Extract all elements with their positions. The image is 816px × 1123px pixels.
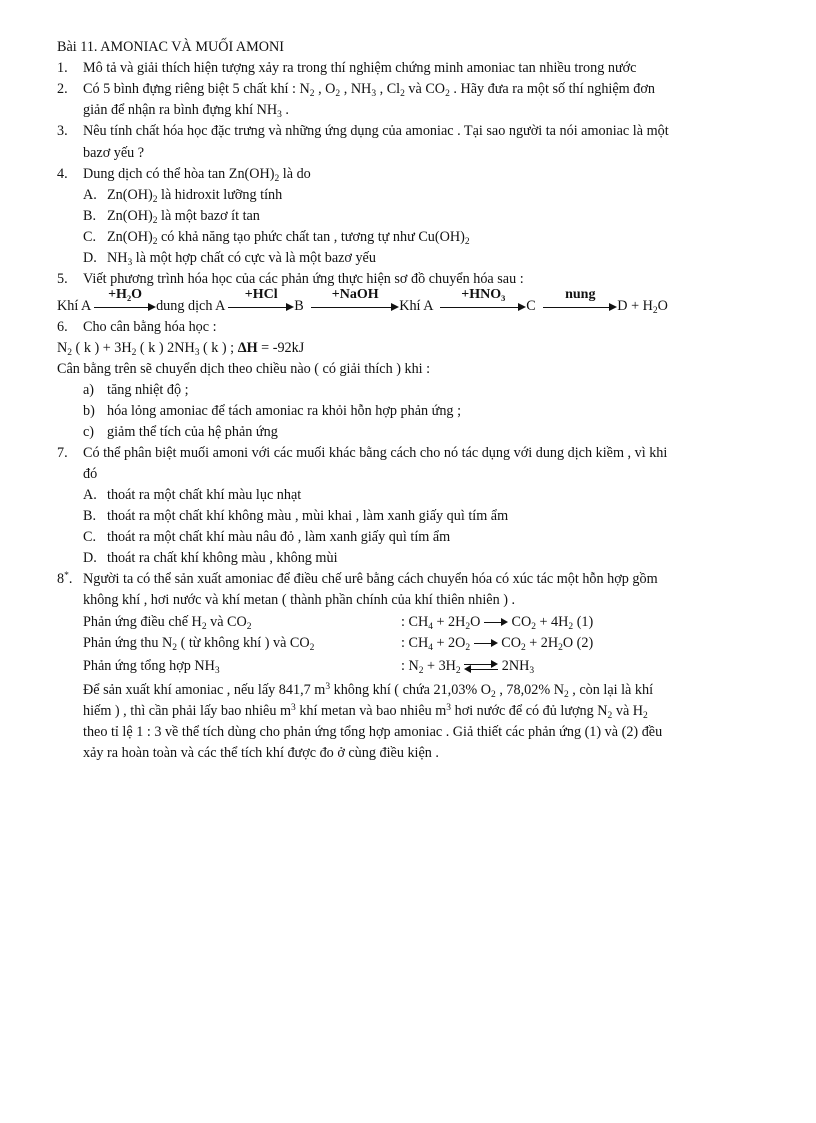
reaction-arrow: +HCl — [228, 301, 294, 313]
scheme-species: dung dịch A — [156, 298, 225, 314]
scheme-species: Khí A — [57, 298, 91, 314]
answer-option: A. thoát ra một chất khí màu lục nhạt — [83, 487, 302, 503]
scheme-species: Khí A — [399, 298, 433, 314]
problem-paragraph: Để sản xuất khí amoniac , nếu lấy 841,7 $m^3$ không khí ( chứa 21,03% $O_2$ , 78,02% $N_2$ , còn lại là khí — [83, 682, 654, 700]
question-number: 8*. — [57, 571, 73, 587]
question-text: Có thể phân biệt muối amoni với các muối khác bằng cách cho nó tác dụng với dung dịch kiềm , vì khi — [83, 445, 668, 461]
reaction-label: Phản ứng điều chế $H_2$ và $CO_2$ — [83, 614, 252, 632]
scheme-species: C — [526, 298, 536, 314]
question-number: 1. — [57, 60, 68, 76]
reaction-row-3 — [83, 656, 783, 676]
scheme-species: B — [294, 298, 304, 314]
question-text: Có 5 bình đựng riêng biệt 5 chất khí : $N_2$ , $O_2$ , $NH_3$ , $Cl_2$ và $CO_2$ . Hãy đưa ra một số thí nghiệm đơn — [83, 81, 655, 99]
equilibrium-arrow-icon — [464, 661, 498, 673]
equilibrium-equation: $N_2$ ( k ) + $3H_2$ ( k ) $2NH_3$ ( k ) ; ΔH = -92kJ — [57, 340, 305, 358]
answer-option: B. $Zn(OH)_2$ là một bazơ ít tan — [83, 208, 260, 226]
reaction-arrow: +NaOH — [311, 301, 399, 313]
question-text: Viết phương trình hóa học của các phản ứng thực hiện sơ đồ chuyển hóa sau : — [83, 271, 524, 287]
answer-option: C. $Zn(OH)_2$ có khả năng tạo phức chất tan , tương tự như $Cu(OH)_2$ — [83, 229, 470, 247]
question-text-continued: đó — [83, 466, 98, 482]
problem-paragraph: hiếm ) , thì cần phải lấy bao nhiêu $m^3$ khí metan và bao nhiêu $m^3$ hơi nước để có đủ lượng $N_2$ và $H_2$ — [83, 703, 648, 721]
reaction-label: Phản ứng tổng hợp $NH_3$ — [83, 658, 220, 676]
answer-option: D. $NH_3$ là một hợp chất có cực và là một bazơ yếu — [83, 250, 376, 268]
reaction-equation: : $CH_4 + 2O_2$ $CO_2 + 2H_2O$ (2) — [401, 635, 594, 653]
reaction-equation: : $N_2 + 3H_2$ $2NH_3$ — [401, 658, 535, 676]
problem-paragraph: xảy ra hoàn toàn và các thể tích khí được đo ở cùng điều kiện . — [83, 745, 439, 761]
lesson-title: Bài 11. AMONIAC VÀ MUỐI AMONI — [57, 39, 285, 55]
reaction-arrow: +H₂O — [94, 301, 156, 313]
problem-paragraph: theo tỉ lệ 1 : 3 về thể tích dùng cho phản ứng tổng hợp amoniac . Giả thiết các phản ứng (1) và (2) đều — [83, 724, 663, 740]
scheme-species: $D + H_2O$ — [617, 298, 668, 316]
question-text: Nêu tính chất hóa học đặc trưng và những ứng dụng của amoniac . Tại sao người ta nói amoniac là một — [83, 123, 669, 139]
question-text-continued: bazơ yếu ? — [83, 145, 145, 161]
reaction-equation: : $CH_4 + 2H_2O$ $CO_2 + 4H_2$ (1) — [401, 614, 594, 632]
answer-option: b) hóa lỏng amoniac để tách amoniac ra khỏi hỗn hợp phản ứng ; — [83, 403, 462, 419]
reaction-row-2 — [83, 633, 783, 653]
question-text: Dung dịch có thể hòa $\tan Zn(OH)_2$ là do — [83, 166, 311, 184]
question-number: 3. — [57, 123, 68, 139]
reaction-arrow: +HNO₃ — [440, 301, 526, 313]
question-text: Cân bằng trên sẽ chuyển dịch theo chiều nào ( có giải thích ) khi : — [57, 361, 431, 377]
answer-option: B. thoát ra một chất khí không màu , mùi khai , làm xanh giấy quì tím ẩm — [83, 508, 509, 524]
question-number: 2. — [57, 81, 68, 97]
answer-option: A. $Zn(OH)_2$ là hidroxit lưỡng tính — [83, 187, 283, 205]
question-number: 6. — [57, 319, 68, 335]
answer-option: D. thoát ra chất khí không màu , không mùi — [83, 550, 338, 566]
reaction-row-1 — [83, 612, 783, 632]
reaction-label: Phản ứng thu $N_2$ ( từ không khí ) và $CO_2$ — [83, 635, 315, 653]
question-text-continued: giản để nhận ra bình đựng khí $NH_3$ . — [83, 102, 289, 120]
question-text: Người ta có thể sản xuất amoniac để điều chế urê bằng cách chuyển hóa có xúc tác một hỗn hợp gồm — [83, 571, 658, 587]
question-number: 7. — [57, 445, 68, 461]
answer-option: c) giảm thể tích của hệ phản ứng — [83, 424, 278, 440]
question-number: 5. — [57, 271, 68, 287]
question-text-continued: không khí , hơi nước và khí metan ( thành phần chính của khí thiên nhiên ) . — [83, 592, 516, 608]
answer-option: C. thoát ra một chất khí màu nâu đỏ , làm xanh giấy quì tím ẩm — [83, 529, 451, 545]
reaction-arrow: nung — [543, 301, 617, 313]
question-text: Cho cân bằng hóa học : — [83, 319, 217, 335]
reaction-scheme — [57, 286, 668, 316]
question-number: 4. — [57, 166, 68, 182]
question-text: Mô tả và giải thích hiện tượng xảy ra trong thí nghiệm chứng minh amoniac tan nhiều trong nước — [83, 60, 637, 76]
answer-option: a) tăng nhiệt độ ; — [83, 382, 189, 398]
